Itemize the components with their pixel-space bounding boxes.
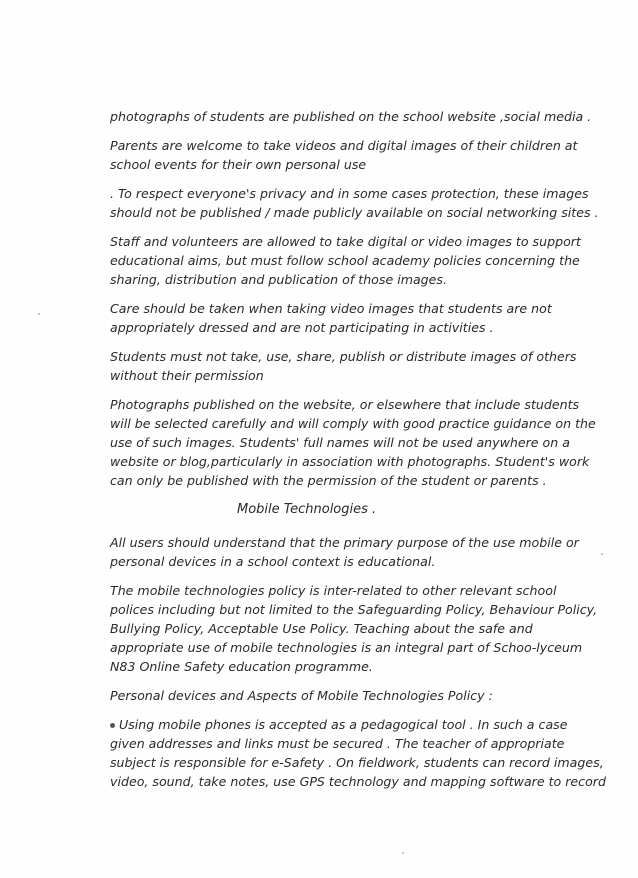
text-line: Staff and volunteers are allowed to take digital or video images to support xyxy=(110,234,581,249)
text-line: school events for their own personal use xyxy=(110,157,367,172)
paragraph xyxy=(110,581,598,676)
text-line: The mobile technologies policy is inter-related to other relevant school xyxy=(110,583,557,598)
bullet-paragraph xyxy=(110,715,606,791)
text-line: will be selected carefully and will comply with good practice guidance on the xyxy=(110,416,596,431)
paragraph xyxy=(110,395,596,490)
text-line: appropriate use of mobile technologies is an integral part of Schoo-lyceum xyxy=(110,640,583,655)
document-body xyxy=(110,107,606,801)
text-line: Parents are welcome to take videos and digital images of their children at xyxy=(110,138,578,153)
section-heading: Mobile Technologies . xyxy=(237,502,377,517)
text-line: given addresses and links must be secured . The teacher of appropriate xyxy=(110,736,565,751)
text-line: sharing, distribution and publication of those images. xyxy=(110,272,447,287)
text-line: without their permission xyxy=(110,368,264,383)
scan-speck xyxy=(601,553,603,555)
text-line: personal devices in a school context is educational. xyxy=(110,554,436,569)
text-line: Students must not take, use, share, publish or distribute images of others xyxy=(110,349,577,364)
text-fragment: Using mobile phones is accepted as a pedagogical tool . In such a case xyxy=(119,717,568,732)
paragraph xyxy=(110,299,592,337)
text-line: Bullying Policy, Acceptable Use Policy. Teaching about the safe and xyxy=(110,621,533,636)
text-line xyxy=(110,715,592,734)
text-line: polices including but not limited to the Safeguarding Policy, Behaviour Policy, xyxy=(110,602,598,617)
paragraph xyxy=(110,686,592,705)
text-line: Personal devices and Aspects of Mobile Technologies Policy : xyxy=(110,688,493,703)
paragraph xyxy=(110,232,592,289)
paragraph xyxy=(110,107,592,126)
paragraph xyxy=(110,533,592,571)
text-line: video, sound, take notes, use GPS technology and mapping software to record xyxy=(110,774,606,789)
paragraph xyxy=(110,184,599,222)
text-line: photographs of students are published on the school website ,social media . xyxy=(110,109,592,124)
text-line: website or blog,particularly in association with photographs. Student's work xyxy=(110,454,590,469)
scan-speck xyxy=(402,852,404,854)
text-line: . To respect everyone's privacy and in some cases protection, these images xyxy=(110,186,589,201)
text-line: educational aims, but must follow school academy policies concerning the xyxy=(110,253,580,268)
text-line: should not be published / made publicly available on social networking sites . xyxy=(110,205,599,220)
text-line: Photographs published on the website, or elsewhere that include students xyxy=(110,397,580,412)
text-line: can only be published with the permission of the student or parents . xyxy=(110,473,547,488)
text-line: use of such images. Students' full names will not be used anywhere on a xyxy=(110,435,570,450)
text-line: All users should understand that the primary purpose of the use mobile or xyxy=(110,535,579,550)
paragraph xyxy=(110,347,592,385)
text-line: appropriately dressed and are not participating in activities . xyxy=(110,320,494,335)
text-line: Care should be taken when taking video images that students are not xyxy=(110,301,552,316)
bullet-dot-icon xyxy=(110,723,115,728)
scan-speck xyxy=(38,313,40,315)
paragraph xyxy=(110,136,592,174)
text-line: subject is responsible for e-Safety . On fieldwork, students can record images, xyxy=(110,755,604,770)
text-line: N83 Online Safety education programme. xyxy=(110,659,373,674)
